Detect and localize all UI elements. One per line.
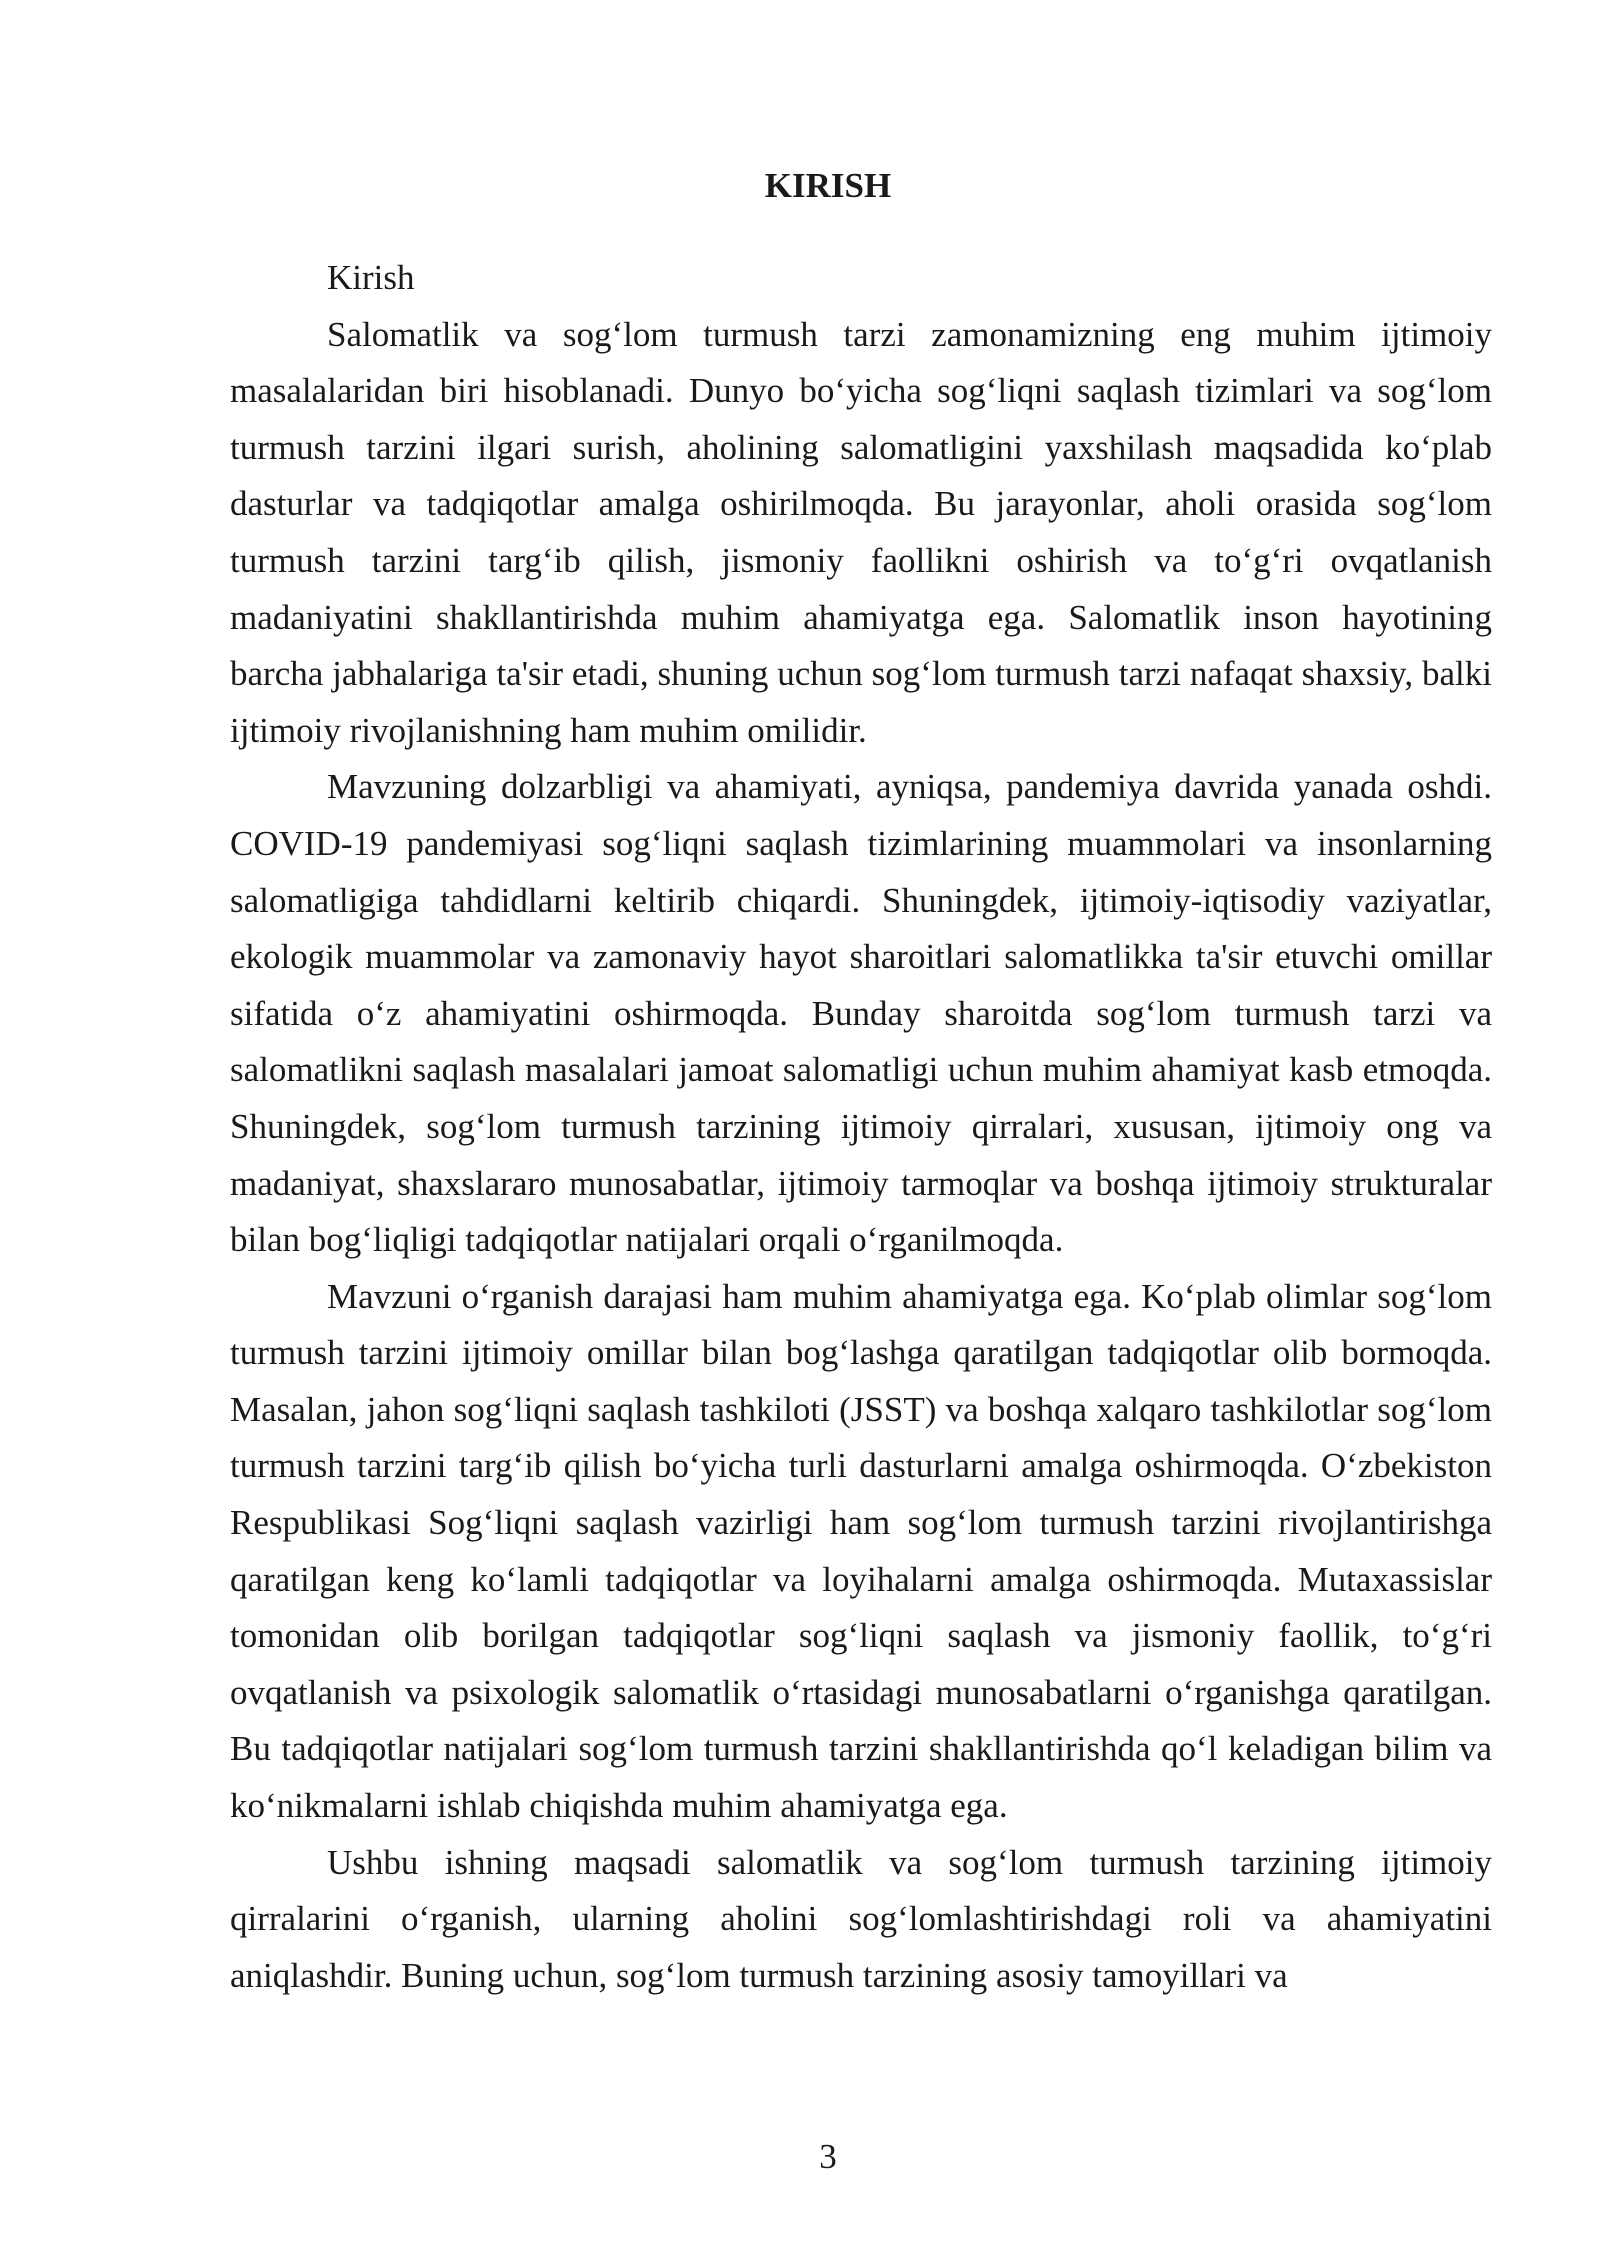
page-number: 3 xyxy=(819,2137,837,2176)
paragraph: Mavzuni o‘rganish darajasi ham muhim ahamiyatga ega. Ko‘plab olimlar sog‘lom turmush tarzini ijtimoiy omillar bilan bog‘lashga qaratilgan tadqiqotlar olib bormoqda. Masalan, jahon sog‘liqni saqlash tashkiloti (JSST) va boshqa xalqaro tashkilotlar sog‘lom turmush tarzini targ‘ib qilish bo‘yicha turli dasturlarni amalga oshirmoqda. O‘zbekiston Respublikasi Sog‘liqni saqlash vazirligi ham sog‘lom turmush tarzini rivojlantirishga qaratilgan keng ko‘lamli tadqiqotlar va loyihalarni amalga oshirmoqda. Mutaxassislar tomonidan olib borilgan tadqiqotlar sog‘liqni saqlash va jismoniy faollik, to‘g‘ri ovqatlanish va psixologik salomatlik o‘rtasidagi munosabatlarni o‘rganishga qaratilgan. Bu tadqiqotlar natijalari sog‘lom turmush tarzini shakllantirishda qo‘l keladigan bilim va ko‘nikmalarni ishlab chiqishda muhim ahamiyatga ega. xyxy=(230,1276,1492,1826)
paragraph-subheading: Kirish xyxy=(327,258,415,297)
page-title: KIRISH xyxy=(764,166,892,205)
paragraph: Mavzuning dolzarbligi va ahamiyati, ayniqsa, pandemiya davrida yanada oshdi. COVID-19 pandemiyasi sog‘liqni saqlash tizimlarining muammolari va insonlarning salomatligiga tahdidlarni keltirib chiqardi. Shuningdek, ijtimoiy-iqtisodiy vaziyatlar, ekologik muammolar va zamonaviy hayot sharoitlari salomatlikka ta'sir etuvchi omillar sifatida o‘z ahamiyatini oshirmoqda. Bunday sharoitda sog‘lom turmush tarzi va salomatlikni saqlash masalalari jamoat salomatligi uchun muhim ahamiyat kasb etmoqda. Shuningdek, sog‘lom turmush tarzining ijtimoiy qirralari, xususan, ijtimoiy ong va madaniyat, shaxslararo munosabatlar, ijtimoiy tarmoqlar va boshqa ijtimoiy strukturalar bilan bog‘liqligi tadqiqotlar natijalari orqali o‘rganilmoqda. xyxy=(230,767,1492,1260)
paragraph: Ushbu ishning maqsadi salomatlik va sog‘lom turmush tarzining ijtimoiy qirralarini o‘rganish, ularning aholini sog‘lomlashtirishdagi roli va ahamiyatini aniqlashdir. Buning uchun, sog‘lom turmush tarzining asosiy tamoyillari va xyxy=(230,1842,1492,1995)
body-text xyxy=(230,250,1492,2004)
paragraph: Salomatlik va sog‘lom turmush tarzi zamonamizning eng muhim ijtimoiy masalalaridan biri hisoblanadi. Dunyo bo‘yicha sog‘liqni saqlash tizimlari va sog‘lom turmush tarzini ilgari surish, aholining salomatligini yaxshilash maqsadida ko‘plab dasturlar va tadqiqotlar amalga oshirilmoqda. Bu jarayonlar, aholi orasida sog‘lom turmush tarzini targ‘ib qilish, jismoniy faollikni oshirish va to‘g‘ri ovqatlanish madaniyatini shakllantirishda muhim ahamiyatga ega. Salomatlik inson hayotining barcha jabhalariga ta'sir etadi, shuning uchun sog‘lom turmush tarzi nafaqat shaxsiy, balki ijtimoiy rivojlanishning ham muhim omilidir. xyxy=(230,314,1492,750)
